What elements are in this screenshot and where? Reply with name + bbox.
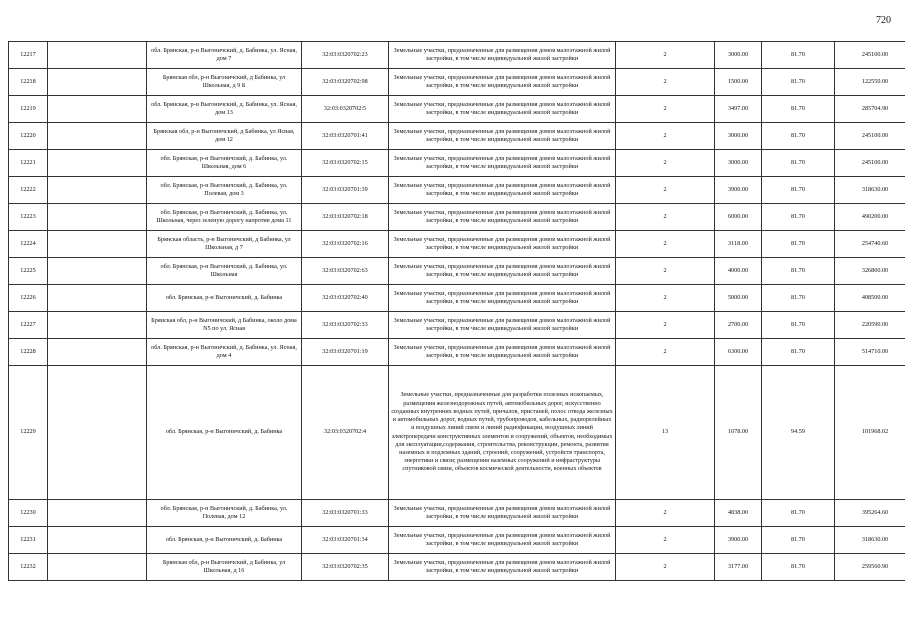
cadastral-value-cell: 318630.00 (835, 177, 905, 204)
cadastral-value-cell: 259560.90 (835, 554, 905, 581)
table-row (9, 500, 905, 527)
cadastral-number-cell: 32:03:0320702:33 (302, 312, 389, 339)
cadastral-value-cell: 122550.00 (835, 69, 905, 96)
address-cell: Брянская обл, р-н Выгоничский, д Бабинка, около дома N5 по ул. Ясная (147, 312, 302, 339)
land-use-cell: Земельные участки, предназначенные для размещения домов малоэтажной жилой застройки, в том числе индивидуальной жилой застройки (389, 258, 616, 285)
cadastral-value-cell: 326800.00 (835, 258, 905, 285)
specific-value-cell: 81.70 (762, 96, 835, 123)
land-use-cell: Земельные участки, предназначенные для размещения домов малоэтажной жилой застройки, в том числе индивидуальной жилой застройки (389, 231, 616, 258)
category-code-cell: 2 (616, 123, 715, 150)
cadastral-value-cell: 285704.90 (835, 96, 905, 123)
land-use-cell: Земельные участки, предназначенные для размещения домов малоэтажной жилой застройки, в том числе индивидуальной жилой застройки (389, 204, 616, 231)
specific-value-cell: 81.70 (762, 69, 835, 96)
land-use-cell: Земельные участки, предназначенные для размещения домов малоэтажной жилой застройки, в том числе индивидуальной жилой застройки (389, 42, 616, 69)
row-number-cell: 12218 (9, 69, 48, 96)
specific-value-cell: 81.70 (762, 285, 835, 312)
land-use-cell: Земельные участки, предназначенные для размещения домов малоэтажной жилой застройки, в том числе индивидуальной жилой застройки (389, 554, 616, 581)
empty-cell (48, 42, 147, 69)
area-cell: 3900.00 (715, 527, 762, 554)
address-cell: Брянская обл, р-н Выгоничский, д Бабинка, ул Ясная, дом 12 (147, 123, 302, 150)
cadastral-value-cell: 395264.60 (835, 500, 905, 527)
address-cell: обл. Брянская, р-н Выгоничский, д. Бабинка (147, 366, 302, 500)
specific-value-cell: 81.70 (762, 500, 835, 527)
category-code-cell: 2 (616, 500, 715, 527)
empty-cell (48, 123, 147, 150)
category-code-cell: 2 (616, 204, 715, 231)
area-cell: 3177.00 (715, 554, 762, 581)
category-code-cell: 2 (616, 96, 715, 123)
cadastral-value-cell: 245100.00 (835, 150, 905, 177)
row-number-cell: 12231 (9, 527, 48, 554)
address-cell: обл. Брянская, р-н Выгоничский, д. Бабинка, ул. Полевая, дом 12 (147, 500, 302, 527)
specific-value-cell: 94.59 (762, 366, 835, 500)
cadastral-value-cell: 514710.00 (835, 339, 905, 366)
address-cell: обл. Брянская, р-н Выгоничский, д. Бабинка (147, 285, 302, 312)
land-use-cell: Земельные участки, предназначенные для размещения домов малоэтажной жилой застройки, в том числе индивидуальной жилой застройки (389, 527, 616, 554)
area-cell: 3000.00 (715, 150, 762, 177)
empty-cell (48, 500, 147, 527)
category-code-cell: 2 (616, 258, 715, 285)
category-code-cell: 2 (616, 231, 715, 258)
row-number-cell: 12219 (9, 96, 48, 123)
cadastral-number-cell: 32:03:0320702:15 (302, 150, 389, 177)
land-use-cell: Земельные участки, предназначенные для размещения домов малоэтажной жилой застройки, в том числе индивидуальной жилой застройки (389, 312, 616, 339)
table-row (9, 204, 905, 231)
specific-value-cell: 81.70 (762, 231, 835, 258)
table-row (9, 96, 905, 123)
address-cell: обл. Брянская, р-н Выгоничский, д. Бабинка (147, 527, 302, 554)
cadastral-number-cell: 32:03:0320702:4 (302, 366, 389, 500)
category-code-cell: 2 (616, 527, 715, 554)
table-row (9, 554, 905, 581)
table-row (9, 123, 905, 150)
row-number-cell: 12226 (9, 285, 48, 312)
address-cell: Брянская область, р-н Выгоничский, д Бабинка, ул Школьная, д 7 (147, 231, 302, 258)
cadastral-number-cell: 32:03:0320702:23 (302, 42, 389, 69)
row-number-cell: 12224 (9, 231, 48, 258)
row-number-cell: 12221 (9, 150, 48, 177)
table-row (9, 69, 905, 96)
table-row (9, 339, 905, 366)
area-cell: 3497.00 (715, 96, 762, 123)
cadastral-number-cell: 32:03:0320701:39 (302, 177, 389, 204)
cadastral-value-table (8, 41, 905, 581)
cadastral-number-cell: 32:03:0320701:41 (302, 123, 389, 150)
land-use-cell: Земельные участки, предназначенные для размещения домов малоэтажной жилой застройки, в том числе индивидуальной жилой застройки (389, 150, 616, 177)
cadastral-number-cell: 32:03:0320702:40 (302, 285, 389, 312)
specific-value-cell: 81.70 (762, 258, 835, 285)
empty-cell (48, 339, 147, 366)
row-number-cell: 12228 (9, 339, 48, 366)
row-number-cell: 12230 (9, 500, 48, 527)
empty-cell (48, 312, 147, 339)
cadastral-value-cell: 318630.00 (835, 527, 905, 554)
address-cell: обл. Брянская, р-н Выгоничский, д. Бабинка, ул. Школьная, через зеленую дорогу напротив дома 11 (147, 204, 302, 231)
cadastral-value-cell: 408500.00 (835, 285, 905, 312)
specific-value-cell: 81.70 (762, 527, 835, 554)
category-code-cell: 2 (616, 69, 715, 96)
empty-cell (48, 554, 147, 581)
table-row (9, 312, 905, 339)
cadastral-number-cell: 32:03:0320701:34 (302, 527, 389, 554)
empty-cell (48, 150, 147, 177)
specific-value-cell: 81.70 (762, 339, 835, 366)
table-row (9, 527, 905, 554)
specific-value-cell: 81.70 (762, 123, 835, 150)
table-row (9, 42, 905, 69)
row-number-cell: 12217 (9, 42, 48, 69)
category-code-cell: 2 (616, 339, 715, 366)
table-body (9, 42, 905, 581)
category-code-cell: 13 (616, 366, 715, 500)
specific-value-cell: 81.70 (762, 150, 835, 177)
empty-cell (48, 177, 147, 204)
row-number-cell: 12220 (9, 123, 48, 150)
empty-cell (48, 527, 147, 554)
empty-cell (48, 96, 147, 123)
area-cell: 3900.00 (715, 177, 762, 204)
table-row (9, 285, 905, 312)
cadastral-number-cell: 32:03:0320701:19 (302, 339, 389, 366)
table-row (9, 150, 905, 177)
specific-value-cell: 81.70 (762, 177, 835, 204)
table-row (9, 258, 905, 285)
area-cell: 3000.00 (715, 123, 762, 150)
category-code-cell: 2 (616, 150, 715, 177)
area-cell: 5000.00 (715, 285, 762, 312)
row-number-cell: 12227 (9, 312, 48, 339)
area-cell: 2700.00 (715, 312, 762, 339)
cadastral-number-cell: 32:03:0320702:35 (302, 554, 389, 581)
area-cell: 6300.00 (715, 339, 762, 366)
address-cell: Брянская обл, р-н Выгоничский, д Бабинка, ул Школьная, д 9 Б (147, 69, 302, 96)
category-code-cell: 2 (616, 42, 715, 69)
specific-value-cell: 81.70 (762, 554, 835, 581)
table-row (9, 366, 905, 500)
cadastral-number-cell: 32:03:0320702:18 (302, 204, 389, 231)
land-use-cell: Земельные участки, предназначенные для размещения домов малоэтажной жилой застройки, в том числе индивидуальной жилой застройки (389, 500, 616, 527)
cadastral-value-cell: 245100.00 (835, 42, 905, 69)
cadastral-number-cell: 32:03:0320701:33 (302, 500, 389, 527)
category-code-cell: 2 (616, 312, 715, 339)
cadastral-number-cell: 32:03:0320702:16 (302, 231, 389, 258)
row-number-cell: 12225 (9, 258, 48, 285)
category-code-cell: 2 (616, 554, 715, 581)
address-cell: Брянская обл, р-н Выгоничский, д Бабинка, ул Школьная, д 16 (147, 554, 302, 581)
row-number-cell: 12223 (9, 204, 48, 231)
land-use-cell: Земельные участки, предназначенные для размещения домов малоэтажной жилой застройки, в том числе индивидуальной жилой застройки (389, 123, 616, 150)
row-number-cell: 12222 (9, 177, 48, 204)
cadastral-number-cell: 32:03:0320702:98 (302, 69, 389, 96)
cadastral-value-cell: 245100.00 (835, 123, 905, 150)
area-cell: 3000.00 (715, 42, 762, 69)
cadastral-value-cell: 101968.02 (835, 366, 905, 500)
land-use-cell: Земельные участки, предназначенные для размещения домов малоэтажной жилой застройки, в том числе индивидуальной жилой застройки (389, 339, 616, 366)
category-code-cell: 2 (616, 285, 715, 312)
empty-cell (48, 204, 147, 231)
area-cell: 4000.00 (715, 258, 762, 285)
area-cell: 4838.00 (715, 500, 762, 527)
cadastral-value-cell: 220590.00 (835, 312, 905, 339)
empty-cell (48, 69, 147, 96)
address-cell: обл. Брянская, р-н Выгоничский, д. Бабинка, ул. Школьная, дом 6 (147, 150, 302, 177)
land-use-cell: Земельные участки, предназначенные для размещения домов малоэтажной жилой застройки, в том числе индивидуальной жилой застройки (389, 69, 616, 96)
area-cell: 1500.00 (715, 69, 762, 96)
row-number-cell: 12232 (9, 554, 48, 581)
table-row (9, 177, 905, 204)
address-cell: обл. Брянская, р-н Выгоничский, д. Бабинка, ул. Полевая, дом 3 (147, 177, 302, 204)
category-code-cell: 2 (616, 177, 715, 204)
address-cell: обл. Брянская, р-н Выгоничский, д. Бабинка, ул. Школьная (147, 258, 302, 285)
table-row (9, 231, 905, 258)
cadastral-value-cell: 254740.60 (835, 231, 905, 258)
address-cell: обл. Брянская, р-н Выгоничский, д. Бабинка, ул. Ясная, дом 7 (147, 42, 302, 69)
area-cell: 1078.00 (715, 366, 762, 500)
specific-value-cell: 81.70 (762, 312, 835, 339)
empty-cell (48, 231, 147, 258)
cadastral-number-cell: 32:03:0320702:5 (302, 96, 389, 123)
specific-value-cell: 81.70 (762, 204, 835, 231)
empty-cell (48, 366, 147, 500)
cadastral-value-cell: 490200.00 (835, 204, 905, 231)
row-number-cell: 12229 (9, 366, 48, 500)
area-cell: 3118.00 (715, 231, 762, 258)
address-cell: обл. Брянская, р-н Выгоничский, д. Бабинка, ул. Ясная, дом 4 (147, 339, 302, 366)
cadastral-number-cell: 32:03:0320702:63 (302, 258, 389, 285)
land-use-cell: Земельные участки, предназначенные для размещения домов малоэтажной жилой застройки, в том числе индивидуальной жилой застройки (389, 96, 616, 123)
land-use-cell: Земельные участки, предназначенные для размещения домов малоэтажной жилой застройки, в том числе индивидуальной жилой застройки (389, 285, 616, 312)
land-use-cell: Земельные участки, предназначенные для размещения домов малоэтажной жилой застройки, в том числе индивидуальной жилой застройки (389, 177, 616, 204)
address-cell: обл. Брянская, р-н Выгоничский, д. Бабинка, ул. Ясная, дом 13 (147, 96, 302, 123)
area-cell: 6000.00 (715, 204, 762, 231)
land-use-cell: Земельные участки, предназначенные для разработки полезных ископаемых, размещения железнодорожных путей, автомобильных дорог, искусственно созданных внутренних водных путей, причалов, пристаней, полос отвода железных и автомобильных дорог, водных путей, трубопроводов, кабельных, радиорелейных и воздушных линий связи и линий радиофикации, воздушных линий электропередачи конструктивных элементов и сооружений, объектов, необходимых для эксплуатации,содержания, строительства, реконструкции, ремонта, развития наземных и подземных зданий, строений, сооружений, устройств транспорта, энергетики и связи; размещения наземных сооружений и инфраструктуры спутниковой связи, объектов космической деятельности, военных объектов (389, 366, 616, 500)
page-number: 720 (876, 15, 891, 26)
empty-cell (48, 258, 147, 285)
specific-value-cell: 81.70 (762, 42, 835, 69)
empty-cell (48, 285, 147, 312)
